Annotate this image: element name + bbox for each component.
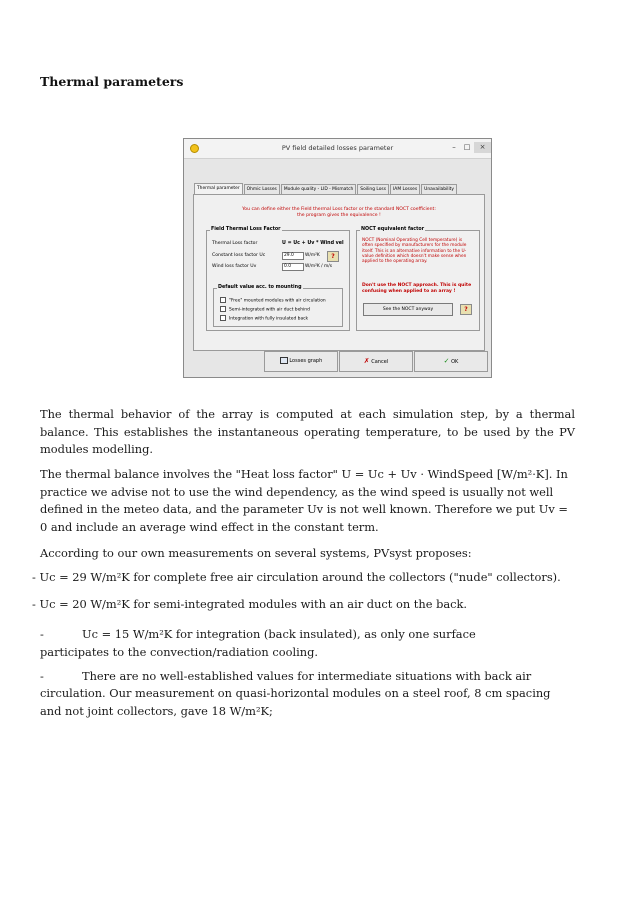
cancel-button[interactable] (339, 351, 413, 372)
close-button[interactable]: × (474, 142, 491, 153)
tab-module-quality[interactable]: Module quality - LID - Mismatch (281, 184, 356, 194)
field-group-legend: Field Thermal Loss Factor (211, 227, 281, 232)
losses-graph-button[interactable] (264, 351, 338, 372)
fully-insulated-checkbox[interactable] (220, 315, 308, 322)
field-thermal-loss-group (206, 227, 350, 331)
graph-icon (280, 357, 288, 364)
wind-loss-label: Wind loss factor Uv (212, 264, 257, 269)
semi-integrated-label: Semi-integrated with air duct behind (229, 307, 310, 313)
info-message (214, 207, 464, 219)
losses-parameter-dialog (183, 138, 492, 378)
free-mounted-label: "Free" mounted modules with air circulation (229, 298, 326, 304)
default-mounting-group (213, 285, 343, 327)
default-group-legend: Default value acc. to mounting (218, 285, 302, 290)
cancel-x-icon: ✗ (363, 357, 370, 365)
tab-bar (194, 184, 458, 193)
see-noct-label: See the NOCT anyway (382, 307, 434, 312)
thermal-tab-panel (193, 194, 485, 351)
wind-loss-unit: W/m²K / m/s (305, 264, 333, 269)
noct-group-legend: NOCT equivalent factor (361, 227, 425, 232)
wind-loss-input[interactable]: 0.0 (282, 263, 304, 271)
tab-thermal-parameter[interactable]: Thermal parameter (194, 183, 243, 194)
minimize-button[interactable]: – (452, 143, 456, 151)
dialog-title: PV field detailed losses parameter (281, 144, 394, 152)
bullet-intermediate-cont: circulation. Our measurement on quasi-horizontal modules on a steel roof, 8 cm spacing and not joint collectors, gave 18 W/m²K; (40, 686, 551, 718)
tab-soiling-loss[interactable]: Soiling Loss (357, 184, 389, 194)
info-message-line1: You can define either the Field thermal Loss factor or the standard NOCT coefficient: (242, 207, 436, 212)
bullet-uc-15-cont: participates to the convection/radiation cooling. (40, 645, 318, 659)
noct-warning: Don't use the NOCT approach. This is quite confusing when applied to an array ! (362, 283, 472, 294)
paragraph-thermal-behavior: The thermal behavior of the array is computed at each simulation step, by a thermal balance. This establishes the instantaneous operating temperature, to be used by the PV modules modelling. (40, 407, 575, 457)
bullet-intermediate: There are no well-established values for intermediate situations with back air (82, 669, 532, 683)
noct-equivalent-group (356, 227, 480, 331)
paragraph-pvsyst-proposes: According to our own measurements on several systems, PVsyst proposes: (40, 546, 472, 560)
noct-description: NOCT (Nominal Operating Cell temperature) is often specified by manufacturers for the module itself. This is an alternative information to the U-value definition which doesn't make sense when applied to the operating array. (362, 238, 467, 265)
bullet-uc-15: Uc = 15 W/m²K for integration (back insulated), as only one surface (82, 627, 476, 641)
section-heading: Thermal parameters (40, 74, 184, 89)
maximize-button[interactable]: □ (463, 143, 471, 151)
bullet-uc-29: - Uc = 29 W/m²K for complete free air circulation around the collectors ("nude" collectors). (32, 570, 561, 584)
field-help-button[interactable]: ? (327, 251, 339, 262)
bullet-intermediate-dash: - (40, 669, 44, 683)
tab-unavailability[interactable]: Unavailability (421, 184, 457, 194)
paragraph-thermal-balance: The thermal balance involves the "Heat loss factor" U = Uc + Uv · WindSpeed [W/m²·K]. In practice we advise not to use the wind dependency, as the wind speed is usually not well defined in the meteo data, and the parameter Uv is not well known. Therefore we put Uv = 0 and include an average wind effect in the constant term. (40, 467, 568, 534)
ok-check-icon: ✓ (443, 357, 450, 365)
free-mounted-checkbox[interactable] (220, 297, 326, 304)
loss-formula: U = Uc + Uv * Wind vel (282, 241, 344, 246)
ok-button[interactable] (414, 351, 488, 372)
dialog-titlebar (184, 139, 491, 159)
losses-graph-label: Losses graph (289, 358, 323, 364)
noct-help-button[interactable]: ? (460, 304, 472, 315)
tab-iam-losses[interactable]: IAM Losses (390, 184, 420, 194)
info-message-line2: the program gives the equivalence ! (297, 213, 381, 218)
semi-integrated-checkbox[interactable] (220, 306, 310, 313)
constant-loss-unit: W/m²K (305, 253, 320, 258)
ok-label: OK (451, 359, 459, 365)
see-noct-button[interactable] (363, 303, 453, 316)
constant-loss-label: Constant loss factor Uc (212, 253, 266, 258)
cancel-label: Cancel (371, 359, 389, 365)
constant-loss-input[interactable]: 29.0 (282, 252, 304, 260)
fully-insulated-label: Integration with fully insulated back (229, 316, 309, 322)
bullet-uc-15-dash: - (40, 627, 44, 641)
thermal-loss-label: Thermal Loss factor (212, 241, 258, 246)
bullet-uc-20: - Uc = 20 W/m²K for semi-integrated modules with an air duct on the back. (32, 597, 468, 611)
tab-ohmic-losses[interactable]: Ohmic Losses (244, 184, 280, 194)
